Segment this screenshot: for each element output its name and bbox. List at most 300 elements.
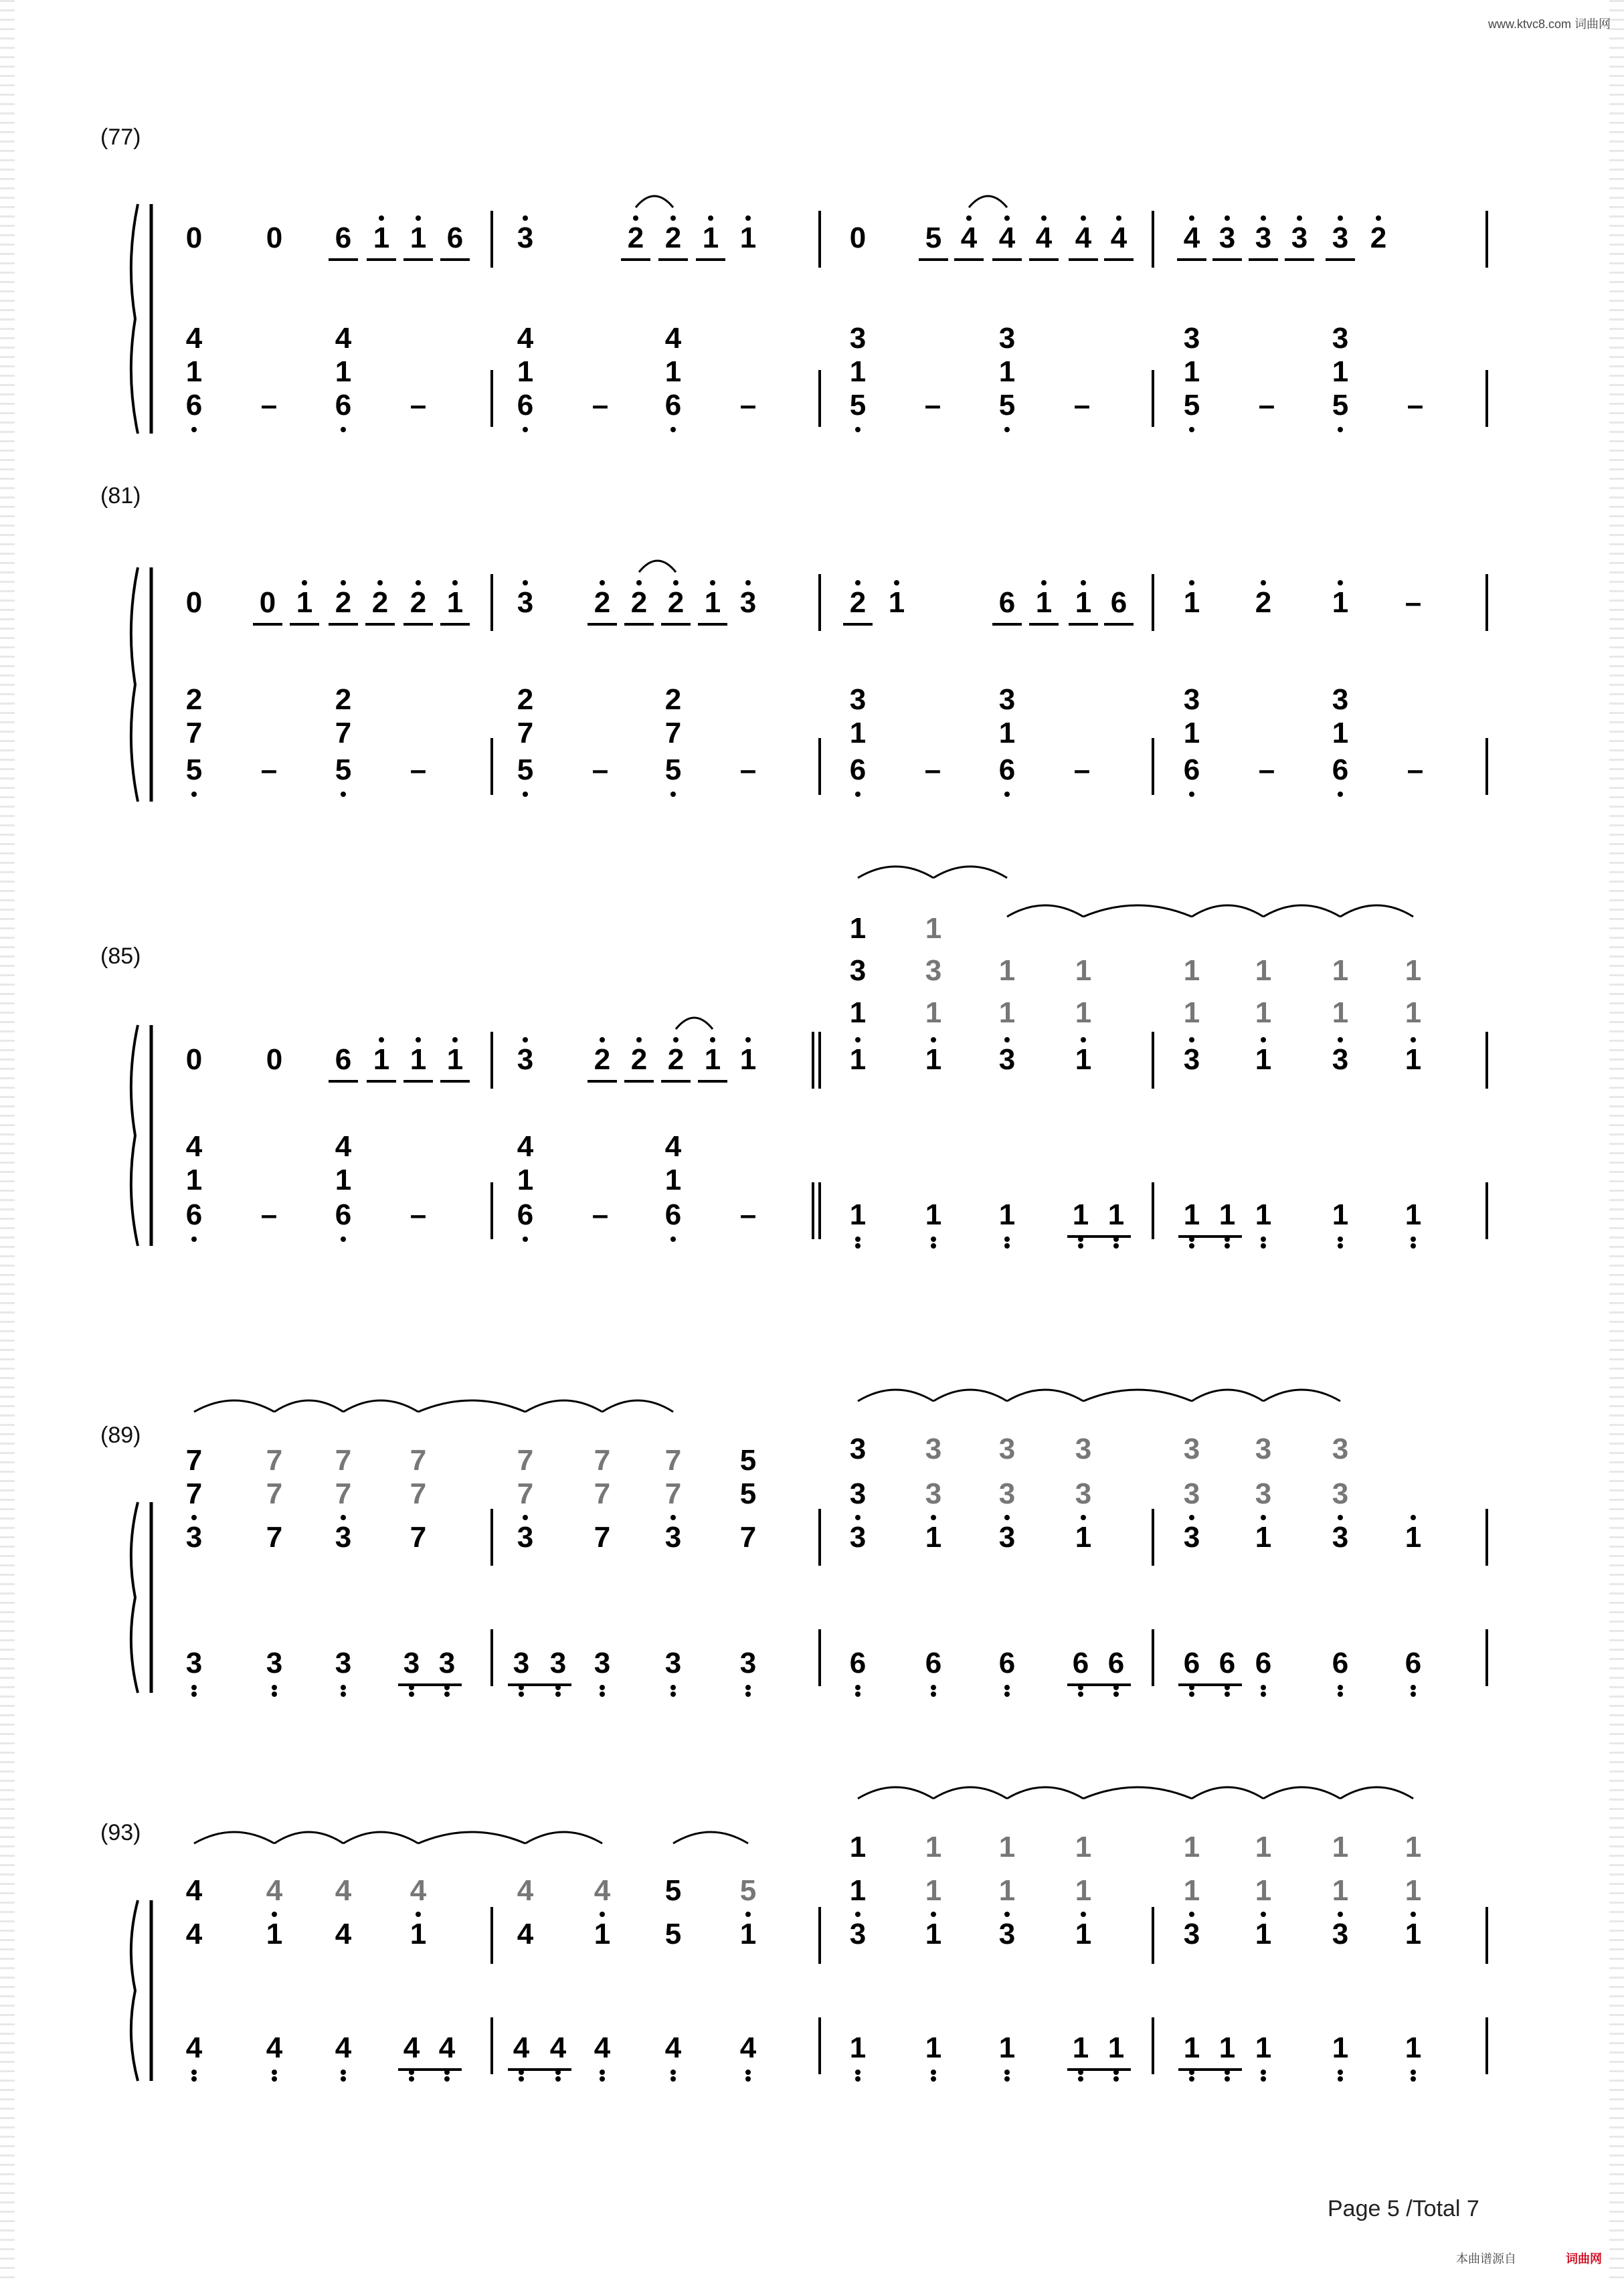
note: 1: [373, 221, 390, 254]
note: 5: [739, 1444, 757, 1477]
bass-note: 2: [517, 683, 534, 716]
bass-note: 1: [185, 355, 203, 388]
note: 1: [373, 1043, 390, 1076]
octave-dot: [1261, 1692, 1266, 1697]
note: 1: [1075, 954, 1092, 987]
bass-note: 3: [1183, 683, 1200, 716]
bass-note: 1: [925, 2031, 942, 2064]
octave-dot: [191, 1515, 197, 1520]
note: 1: [888, 586, 905, 619]
octave-dot: [931, 1692, 936, 1697]
note: 7: [517, 1444, 534, 1477]
bass-note: 1: [185, 1164, 203, 1196]
note: 1: [1183, 1831, 1200, 1863]
octave-dot: [444, 2076, 450, 2082]
dash: –: [1407, 753, 1424, 786]
octave-dot: [1113, 2076, 1119, 2082]
bass-note: 1: [998, 2031, 1016, 2064]
bass-note: 1: [1183, 2031, 1200, 2064]
dash: –: [924, 753, 941, 786]
bass-note: 4: [549, 2031, 567, 2064]
bass-note: 6: [1183, 1647, 1200, 1679]
note: 1: [410, 1918, 427, 1950]
note: 3: [1255, 1477, 1272, 1510]
octave-dot: [1189, 215, 1194, 221]
octave-dot: [670, 2076, 676, 2082]
note: 1: [446, 1043, 464, 1076]
octave-dot: [1261, 1912, 1266, 1917]
octave-dot: [1116, 215, 1121, 221]
note: 1: [1405, 996, 1422, 1029]
note: 1: [1183, 996, 1200, 1029]
note: 1: [739, 221, 757, 254]
note: 1: [849, 912, 867, 945]
tie-arc: [1263, 905, 1340, 917]
tie-arc: [1340, 1787, 1413, 1799]
note: 4: [1035, 221, 1053, 254]
note: 1: [704, 586, 721, 619]
octave-dot: [855, 1243, 861, 1249]
octave-dot: [377, 580, 383, 585]
octave-dot: [409, 2076, 414, 2082]
bass-note: 2: [335, 683, 352, 716]
octave-dot: [1004, 215, 1010, 221]
octave-dot: [966, 215, 972, 221]
bass-note: 7: [335, 717, 352, 749]
octave-dot: [1189, 1692, 1194, 1697]
octave-dot: [1189, 1243, 1194, 1249]
octave-dot: [191, 1685, 197, 1690]
octave-dot: [855, 427, 861, 432]
dash: –: [924, 389, 941, 422]
octave-dot: [1338, 1243, 1343, 1249]
octave-dot: [341, 2076, 346, 2082]
bass-note: 6: [517, 389, 534, 422]
note: 2: [1370, 221, 1387, 254]
octave-dot: [600, 2076, 605, 2082]
octave-dot: [191, 427, 197, 432]
octave-dot: [1411, 1515, 1416, 1520]
octave-dot: [1004, 1692, 1010, 1697]
bass-note: 1: [517, 1164, 534, 1196]
octave-dot: [523, 1237, 528, 1242]
note: 6: [335, 1043, 352, 1076]
octave-dot: [745, 2070, 751, 2075]
octave-dot: [1261, 2076, 1266, 2082]
note: 1: [925, 996, 942, 1029]
tie-arc: [1083, 1390, 1192, 1401]
bass-note: 1: [1183, 717, 1200, 749]
octave-dot: [1081, 1515, 1086, 1520]
dash: –: [739, 1198, 757, 1231]
octave-dot: [523, 427, 528, 432]
octave-dot: [1081, 580, 1086, 585]
note: 2: [410, 586, 427, 619]
note: 1: [1405, 1874, 1422, 1907]
bass-note: 6: [925, 1647, 942, 1679]
note: 3: [1332, 1918, 1349, 1950]
bass-note: 3: [998, 683, 1016, 716]
octave-dot: [341, 427, 346, 432]
dash: –: [410, 753, 427, 786]
octave-dot: [523, 1515, 528, 1520]
octave-dot: [1376, 215, 1381, 221]
note: 3: [998, 1043, 1016, 1076]
note: 3: [664, 1521, 682, 1554]
octave-dot: [1411, 1912, 1416, 1917]
octave-dot: [1338, 580, 1343, 585]
octave-dot: [1004, 1515, 1010, 1520]
tie-arc: [1007, 1787, 1083, 1799]
octave-dot: [1261, 1243, 1266, 1249]
note: 7: [410, 1521, 427, 1554]
note: 2: [630, 1043, 648, 1076]
note: 1: [1075, 1918, 1092, 1950]
octave-dot: [519, 2076, 524, 2082]
note: 1: [410, 221, 427, 254]
octave-dot: [1081, 1037, 1086, 1042]
note: 1: [998, 954, 1016, 987]
octave-dot: [452, 580, 458, 585]
octave-dot: [1225, 1243, 1230, 1249]
note: 3: [925, 954, 942, 987]
bass-note: 3: [594, 1647, 611, 1679]
system-brace: [131, 1025, 138, 1246]
note: 3: [1219, 221, 1236, 254]
octave-dot: [1411, 1685, 1416, 1690]
bass-note: 5: [517, 753, 534, 786]
bass-note: 7: [517, 717, 534, 749]
octave-dot: [1261, 1237, 1266, 1242]
note: 3: [1291, 221, 1308, 254]
bass-note: 1: [849, 2031, 867, 2064]
note: 3: [998, 1433, 1016, 1465]
bass-note: 6: [849, 1647, 867, 1679]
octave-dot: [855, 1912, 861, 1917]
octave-dot: [931, 1685, 936, 1690]
octave-dot: [341, 580, 346, 585]
octave-dot: [636, 1037, 642, 1042]
system-brace: [131, 1502, 138, 1693]
note: 1: [296, 586, 313, 619]
note: 4: [517, 1874, 534, 1907]
note: 4: [1075, 221, 1092, 254]
note: 1: [925, 1918, 942, 1950]
tie-arc: [639, 561, 676, 572]
note: 1: [1075, 586, 1092, 619]
octave-dot: [670, 792, 676, 797]
note: 1: [1405, 1043, 1422, 1076]
octave-dot: [1261, 1685, 1266, 1690]
bass-note: 4: [438, 2031, 456, 2064]
note: 7: [410, 1477, 427, 1510]
octave-dot: [931, 1237, 936, 1242]
octave-dot: [341, 1692, 346, 1697]
note: 3: [925, 1433, 942, 1465]
bass-note: 3: [549, 1647, 567, 1679]
octave-dot: [855, 1037, 861, 1042]
note: 3: [517, 221, 534, 254]
octave-dot: [1189, 1912, 1194, 1917]
octave-dot: [409, 1692, 414, 1697]
octave-dot: [1004, 2070, 1010, 2075]
octave-dot: [1261, 1037, 1266, 1042]
dash: –: [260, 1198, 278, 1231]
octave-dot: [1189, 792, 1194, 797]
dash: –: [739, 753, 757, 786]
note: 1: [1332, 586, 1349, 619]
note: 1: [1183, 586, 1200, 619]
octave-dot: [444, 1692, 450, 1697]
octave-dot: [1338, 427, 1343, 432]
bass-note: 6: [1107, 1647, 1125, 1679]
octave-dot: [600, 580, 605, 585]
tie-arc: [525, 1400, 602, 1412]
octave-dot: [1004, 2076, 1010, 2082]
note: 1: [446, 586, 464, 619]
note: 3: [998, 1918, 1016, 1950]
octave-dot: [1338, 1037, 1343, 1042]
note: 1: [925, 1874, 942, 1907]
note: 4: [335, 1918, 352, 1950]
note: 1: [849, 1874, 867, 1907]
tie-arc: [1340, 905, 1413, 917]
octave-dot: [1004, 1037, 1010, 1042]
octave-dot: [931, 1037, 936, 1042]
octave-dot: [555, 2076, 561, 2082]
note: 3: [1332, 1043, 1349, 1076]
octave-dot: [600, 2070, 605, 2075]
note: 3: [849, 954, 867, 987]
dash: –: [410, 389, 427, 422]
dash: –: [260, 753, 278, 786]
octave-dot: [855, 792, 861, 797]
octave-dot: [1338, 215, 1343, 221]
bass-note: 3: [1332, 683, 1349, 716]
bass-note: 4: [266, 2031, 283, 2064]
octave-dot: [1338, 1237, 1343, 1242]
octave-dot: [670, 1692, 676, 1697]
note: 1: [998, 1831, 1016, 1863]
note: 7: [594, 1521, 611, 1554]
measure-label: (89): [100, 1423, 141, 1448]
note: 1: [1255, 1521, 1272, 1554]
note: 2: [664, 221, 682, 254]
bass-note: 4: [594, 2031, 611, 2064]
bass-note: 6: [998, 753, 1016, 786]
note: 4: [998, 221, 1016, 254]
bass-note: 5: [849, 389, 867, 422]
tie-arc: [343, 1832, 418, 1843]
note: 2: [627, 221, 644, 254]
note: 1: [1255, 1918, 1272, 1950]
bass-note: 1: [664, 1164, 682, 1196]
note: 1: [1183, 1874, 1200, 1907]
bass-note: 6: [664, 389, 682, 422]
octave-dot: [1261, 2070, 1266, 2075]
tie-arc: [1192, 905, 1263, 917]
note: 3: [1183, 1918, 1200, 1950]
note: 1: [1075, 1874, 1092, 1907]
note: 7: [335, 1444, 352, 1477]
bass-note: 6: [517, 1198, 534, 1231]
note: 7: [664, 1477, 682, 1510]
note: 4: [960, 221, 978, 254]
octave-dot: [670, 427, 676, 432]
note: 3: [849, 1521, 867, 1554]
note: 2: [667, 586, 685, 619]
octave-dot: [379, 1037, 384, 1042]
note: 0: [266, 1043, 283, 1076]
bass-note: 6: [664, 1198, 682, 1231]
octave-dot: [272, 1912, 277, 1917]
octave-dot: [191, 2070, 197, 2075]
note: 1: [1332, 996, 1349, 1029]
octave-dot: [1411, 1237, 1416, 1242]
octave-dot: [416, 1912, 421, 1917]
bass-note: 2: [185, 683, 203, 716]
bass-note: 5: [1332, 389, 1349, 422]
note: 1: [998, 1874, 1016, 1907]
note: 1: [1255, 1043, 1272, 1076]
footer-credit: 本曲谱源自: [1456, 2252, 1516, 2266]
octave-dot: [379, 215, 384, 221]
octave-dot: [1411, 1037, 1416, 1042]
bass-note: 6: [335, 1198, 352, 1231]
bass-note: 3: [1183, 322, 1200, 355]
dash: –: [1258, 389, 1275, 422]
note: 1: [704, 1043, 721, 1076]
bass-note: 3: [664, 1647, 682, 1679]
octave-dot: [191, 792, 197, 797]
octave-dot: [1225, 2076, 1230, 2082]
tie-arc: [1007, 905, 1083, 917]
system-brace: [131, 204, 138, 434]
bass-note: 6: [849, 753, 867, 786]
bass-note: 4: [185, 2031, 203, 2064]
octave-dot: [1041, 580, 1047, 585]
dash: –: [1258, 753, 1275, 786]
octave-dot: [1261, 1515, 1266, 1520]
octave-dot: [636, 580, 642, 585]
octave-dot: [745, 1037, 751, 1042]
note: 4: [185, 1874, 203, 1907]
tie-arc: [933, 1787, 1007, 1799]
note: 5: [739, 1477, 757, 1510]
octave-dot: [931, 1515, 936, 1520]
bass-note: 1: [998, 355, 1016, 388]
note: 3: [1255, 1433, 1272, 1465]
octave-dot: [670, 2070, 676, 2075]
octave-dot: [1078, 1692, 1083, 1697]
bass-note: 5: [185, 753, 203, 786]
octave-dot: [855, 2076, 861, 2082]
dash: –: [1407, 389, 1424, 422]
bass-note: 5: [1183, 389, 1200, 422]
octave-dot: [745, 1692, 751, 1697]
tie-arc: [933, 1390, 1007, 1401]
octave-dot: [670, 215, 676, 221]
bass-note: 3: [403, 1647, 420, 1679]
note: 5: [739, 1874, 757, 1907]
tie-arc: [602, 1400, 673, 1412]
octave-dot: [894, 580, 899, 585]
tie-arc: [1263, 1390, 1340, 1401]
bass-note: 1: [1405, 2031, 1422, 2064]
octave-dot: [1411, 2076, 1416, 2082]
system-brace: [131, 567, 138, 802]
octave-dot: [416, 580, 421, 585]
note: 1: [1255, 1874, 1272, 1907]
bass-note: 1: [1332, 355, 1349, 388]
note: 3: [739, 586, 757, 619]
octave-dot: [670, 1515, 676, 1520]
octave-dot: [523, 792, 528, 797]
note: 4: [410, 1874, 427, 1907]
octave-dot: [341, 2070, 346, 2075]
note: 4: [266, 1874, 283, 1907]
octave-dot: [855, 580, 861, 585]
note: 7: [266, 1477, 283, 1510]
note: 1: [1255, 996, 1272, 1029]
note: 4: [185, 1918, 203, 1950]
octave-dot: [1004, 1237, 1010, 1242]
bass-note: 3: [266, 1647, 283, 1679]
note: 1: [1405, 954, 1422, 987]
note: 0: [185, 221, 203, 254]
octave-dot: [341, 1237, 346, 1242]
octave-dot: [416, 215, 421, 221]
bass-note: 6: [1255, 1647, 1272, 1679]
bass-note: 5: [335, 753, 352, 786]
note: 1: [739, 1043, 757, 1076]
tie-arc: [676, 1018, 713, 1029]
bass-note: 6: [1183, 753, 1200, 786]
octave-dot: [931, 1912, 936, 1917]
octave-dot: [670, 1685, 676, 1690]
octave-dot: [670, 1237, 676, 1242]
note: 7: [410, 1444, 427, 1477]
bass-note: 1: [1107, 2031, 1125, 2064]
note: 4: [1183, 221, 1200, 254]
bass-note: 4: [513, 2031, 530, 2064]
dash: –: [592, 753, 609, 786]
bass-note: 6: [998, 1647, 1016, 1679]
octave-dot: [745, 1912, 751, 1917]
bass-note: 6: [185, 1198, 203, 1231]
note: 2: [667, 1043, 685, 1076]
bass-note: 1: [925, 1198, 942, 1231]
note: 7: [185, 1477, 203, 1510]
note: 2: [1255, 586, 1272, 619]
note: 3: [1183, 1521, 1200, 1554]
bass-note: 1: [335, 355, 352, 388]
octave-dot: [1004, 427, 1010, 432]
tie-arc: [673, 1832, 748, 1843]
bass-note: 4: [517, 1130, 534, 1163]
bass-note: 1: [849, 717, 867, 749]
note: –: [1405, 586, 1422, 619]
note: 1: [1075, 996, 1092, 1029]
note: 3: [1183, 1433, 1200, 1465]
bass-note: 6: [1219, 1647, 1236, 1679]
note: 3: [849, 1477, 867, 1510]
octave-dot: [1081, 1912, 1086, 1917]
bass-note: 3: [1332, 322, 1349, 355]
note: 0: [266, 221, 283, 254]
tie-arc: [858, 866, 933, 878]
bass-note: 3: [335, 1647, 352, 1679]
